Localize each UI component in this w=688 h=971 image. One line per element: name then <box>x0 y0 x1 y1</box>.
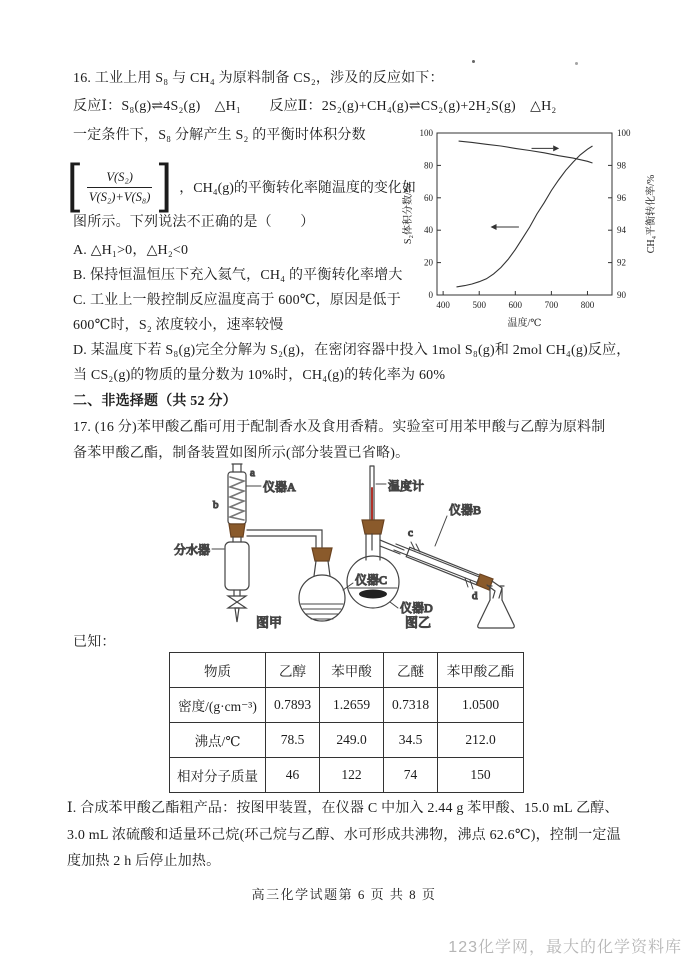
q16-fraction-expression <box>64 154 416 219</box>
stopper <box>229 524 245 537</box>
part1-line3: 度加热 2 h 后停止加热。 <box>67 854 221 869</box>
left-y-tick-label: 0 <box>428 290 433 300</box>
known-label: 已知： <box>73 635 116 650</box>
q16-option-c2: 600℃时，S₂ 浓度较小，速率较慢 <box>73 318 284 333</box>
left-y-axis-label: S₂体积分数/% <box>403 183 414 245</box>
axis-arrow-head <box>553 145 559 151</box>
right-y-tick-label: 90 <box>617 290 626 300</box>
q16-condition: 一定条件下，S₈ 分解产生 S₂ 的平衡时体积分数 <box>73 128 366 143</box>
table-cell: 74 <box>384 758 438 793</box>
table-cell: 沸点/℃ <box>170 723 266 758</box>
port-d-label: d <box>472 590 478 602</box>
figure-jia-caption: 图甲 <box>255 615 283 630</box>
right-y-axis-label: CH₄平衡转化率/% <box>646 174 657 254</box>
table-cell: 0.7893 <box>266 688 320 723</box>
instrument-a-label: 仪器A <box>263 480 296 494</box>
q16-option-c1: C. 工业上一般控制反应温度高于 600℃，原因是低于 <box>73 293 401 308</box>
part1-line1: Ⅰ. 合成苯甲酸乙酯粗产品：按图甲装置，在仪器 C 中加入 2.44 g 苯甲酸、15.0 mL 乙醇、 <box>67 801 619 816</box>
q16-intro: 16. 工业上用 S₈ 与 CH₄ 为原料制备 CS₂，涉及的反应如下： <box>73 71 444 86</box>
left-y-tick-label: 80 <box>424 160 433 171</box>
table-cell: 46 <box>266 758 320 793</box>
water-separator-label: 分水器 <box>174 543 211 557</box>
table-cell: 物质 <box>170 653 266 688</box>
q16-fraction-suffix: ，CH₄(g)的平衡转化率随温度的变化如 <box>179 181 416 196</box>
section2-heading: 二、非选择题（共 52 分） <box>73 394 237 409</box>
plot-frame <box>437 133 612 295</box>
series-curve <box>457 146 593 287</box>
axis-arrow-head <box>491 224 497 230</box>
table-row <box>170 653 524 688</box>
x-tick-label: 600 <box>508 300 523 310</box>
page-footer: 高三化学试题第 6 页 共 8 页 <box>251 887 437 902</box>
q17-intro-1: 17. (16 分)苯甲酸乙酯可用于配制香水及食用香精。实验室可用苯甲酸与乙醇为原料制 <box>73 420 606 435</box>
q16-option-d1: D. 某温度下若 S₈(g)完全分解为 S₂(g)，在密闭容器中投入 1mol S₈(g)和 2mol CH₄(g)反应， <box>73 343 631 358</box>
table-cell: 相对分子质量 <box>170 758 266 793</box>
instrument-b-label: 仪器B <box>449 503 482 517</box>
left-y-tick-label: 100 <box>419 128 433 138</box>
right-y-tick-label: 100 <box>617 128 631 138</box>
part1-line2: 3.0 mL 浓硫酸和适量环己烷(环己烷与乙醇、水可形成共沸物，沸点 62.6℃)，控制一定温 <box>67 828 621 843</box>
table-cell: 78.5 <box>266 723 320 758</box>
condenser-B-drawing <box>380 516 493 590</box>
series-curve <box>459 141 593 163</box>
flask-C-drawing <box>299 548 353 621</box>
properties-table-wrap <box>169 652 524 793</box>
right-y-tick-label: 98 <box>617 160 626 171</box>
figure-yi-drawing <box>347 466 514 630</box>
q16-reactions: 反应Ⅰ：S₈(g)⇌4S₂(g) △H₁ 反应Ⅱ：2S₂(g)+CH₄(g)⇌CS₂(g)+2H₂S(g) △H₂ <box>73 99 557 114</box>
fraction-numerator: V(S₂) <box>87 170 153 188</box>
table-cell: 乙醇 <box>266 653 320 688</box>
table-cell: 34.5 <box>384 723 438 758</box>
table-cell: 0.7318 <box>384 688 438 723</box>
fraction-denominator: V(S₂)+V(S₈) <box>88 189 151 204</box>
table-cell: 212.0 <box>438 723 524 758</box>
left-y-tick-label: 40 <box>424 225 433 236</box>
q16-question: 图所示。下列说法不正确的是（ ） <box>73 215 315 230</box>
figure-yi-caption: 图乙 <box>404 615 432 630</box>
water-separator-drawing <box>212 537 249 622</box>
volume-fraction <box>87 170 153 205</box>
properties-table-body <box>170 653 524 793</box>
table-row <box>170 758 524 793</box>
bracket-close: ] <box>156 154 173 219</box>
right-y-tick-label: 96 <box>617 192 626 203</box>
thermometer-drawing <box>370 466 386 520</box>
table-cell: 1.0500 <box>438 688 524 723</box>
side-tube-drawing <box>247 530 322 547</box>
x-tick-label: 800 <box>580 300 595 310</box>
q16-option-b: B. 保持恒温恒压下充入氦气，CH₄ 的平衡转化率增大 <box>73 268 403 283</box>
x-axis-label: 温度/℃ <box>507 318 542 329</box>
table-cell: 苯甲酸乙酯 <box>438 653 524 688</box>
scan-artifact-dot <box>575 62 578 65</box>
apparatus-diagrams <box>150 462 550 638</box>
table-cell: 密度/(g·cm⁻³) <box>170 688 266 723</box>
equilibrium-chart <box>402 120 688 332</box>
figure-jia-drawing <box>174 464 387 630</box>
table-cell: 乙醚 <box>384 653 438 688</box>
q16-option-a: A. △H₁>0，△H₂<0 <box>73 243 189 258</box>
table-cell: 249.0 <box>320 723 384 758</box>
table-cell: 1.2659 <box>320 688 384 723</box>
table-row <box>170 688 524 723</box>
table-row <box>170 723 524 758</box>
properties-table <box>169 652 524 793</box>
instrument-c-label: 仪器C <box>355 573 388 587</box>
condenser-A-drawing <box>228 464 261 524</box>
right-y-tick-label: 94 <box>617 225 626 236</box>
port-c-label: c <box>408 527 413 539</box>
x-tick-label: 400 <box>436 300 450 310</box>
table-cell: 苯甲酸 <box>320 653 384 688</box>
q16-option-d2: 当 CS₂(g)的物质的量分数为 10%时，CH₄(g)的转化率为 60% <box>73 368 446 383</box>
x-tick-label: 700 <box>544 300 559 310</box>
bracket-open: [ <box>66 154 84 219</box>
x-tick-label: 500 <box>472 300 486 310</box>
left-y-tick-label: 20 <box>424 257 433 268</box>
port-b-label: b <box>213 499 219 511</box>
scan-artifact-dot <box>472 60 475 63</box>
q17-intro-2: 备苯甲酸乙酯，制备装置如图所示(部分装置已省略)。 <box>73 446 410 461</box>
port-a-label: a <box>250 467 255 479</box>
table-cell: 122 <box>320 758 384 793</box>
instrument-d-label: 仪器D <box>400 601 433 615</box>
left-y-tick-label: 60 <box>424 192 433 203</box>
right-y-tick-label: 92 <box>617 257 626 268</box>
thermometer-label: 温度计 <box>388 479 425 493</box>
watermark: 123化学网，最大的化学资料库 <box>448 939 682 956</box>
table-cell: 150 <box>438 758 524 793</box>
stopper <box>362 520 384 534</box>
